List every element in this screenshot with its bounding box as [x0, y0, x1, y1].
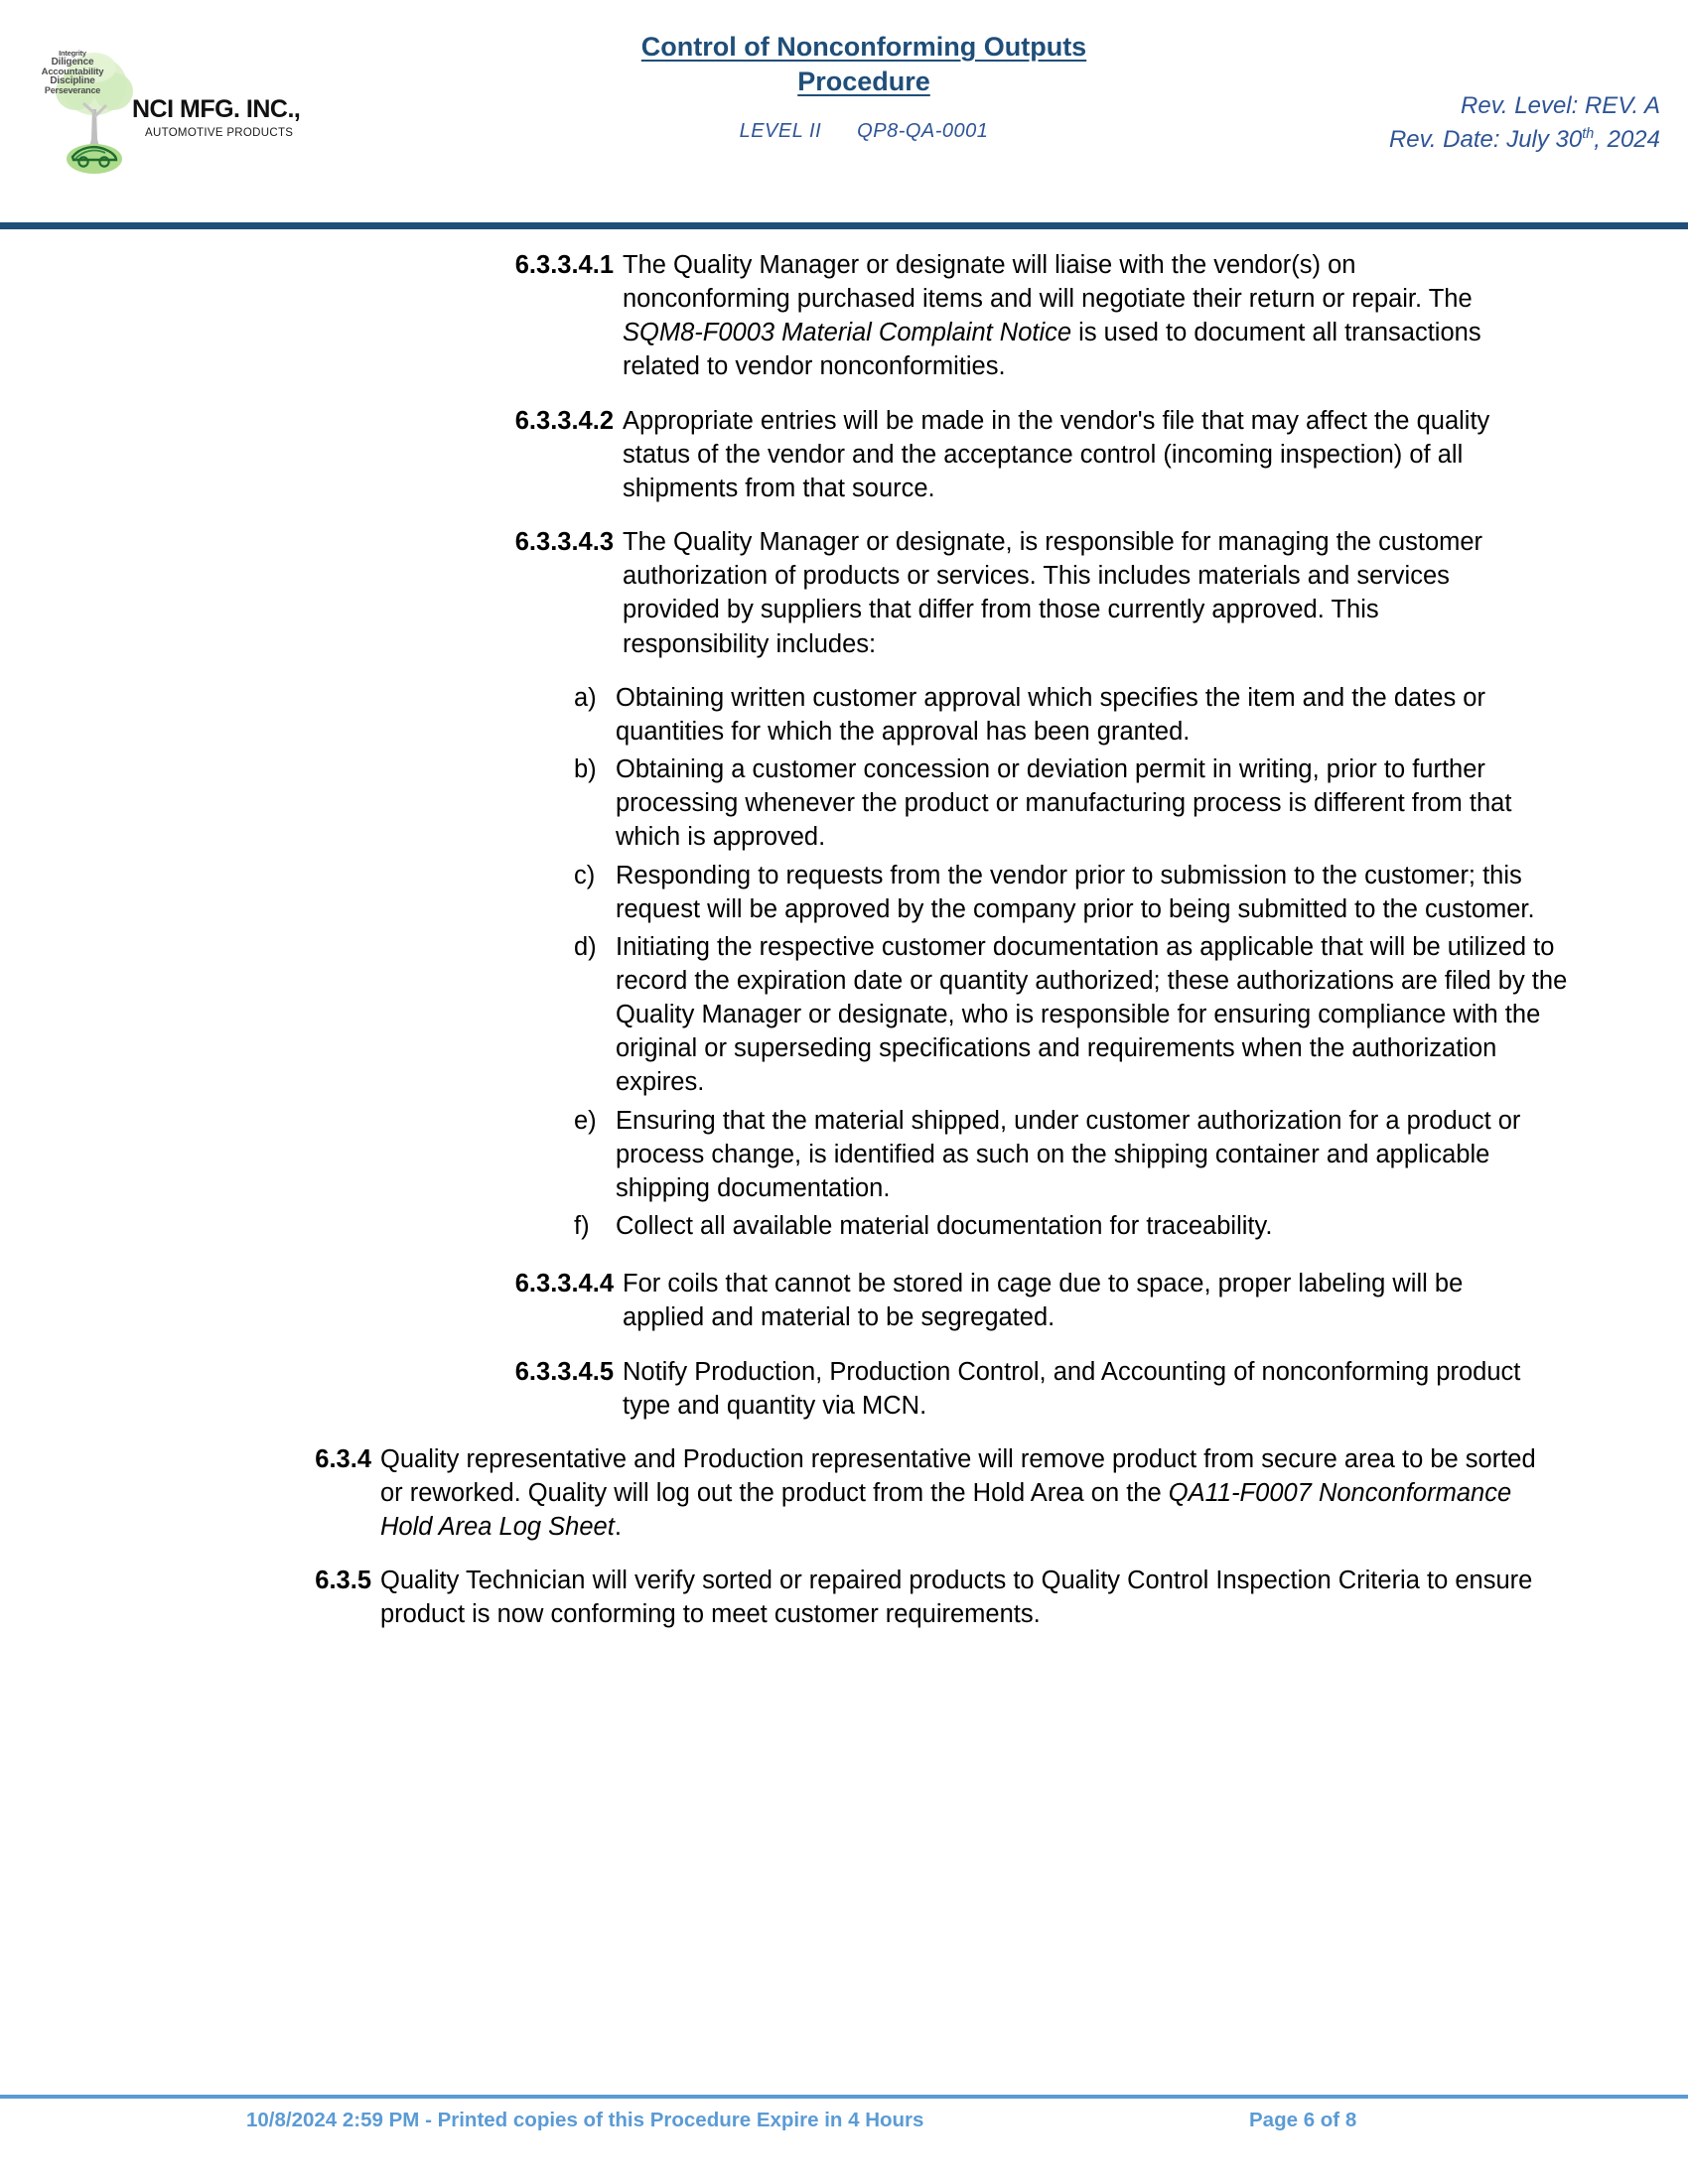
- company-logo: [28, 48, 326, 177]
- revision-block: [1389, 89, 1660, 157]
- clause-form-reference: QA11-F0007 Nonconformance Hold Area Log Sheet: [380, 1479, 1512, 1542]
- list-item-text: Responding to requests from the vendor prior to submission to the customer; this request will be approved by the company prior to being submitted to the customer.: [616, 861, 1535, 923]
- header-center-block: [427, 30, 1301, 143]
- list-item: [574, 1209, 1581, 1243]
- document-header: [0, 0, 1688, 226]
- clause-6-3-5: [0, 1564, 1688, 1631]
- list-item-text: Obtaining written customer approval which specifies the item and the dates or quantities for which the approval has been granted.: [616, 683, 1485, 746]
- clause-text: Appropriate entries will be made in the vendor's file that may affect the quality status of the vendor and the acceptance control (incoming inspection) of all shipments from that source.: [623, 406, 1490, 502]
- tree-logo-values: [28, 50, 117, 95]
- list-item: [574, 859, 1581, 926]
- clause-text-part-a: The Quality Manager or designate will liaise with the vendor(s) on nonconforming purchased items and will negotiate their return or repair. The: [623, 251, 1473, 314]
- document-meta: [427, 120, 1301, 143]
- logo-word-perseverance: Perseverance: [44, 85, 101, 95]
- clause-number: 6.3.3.4.5: [514, 1357, 614, 1386]
- list-item-text: Initiating the respective customer documentation as applicable that will be utilized to record the expiration date or quantity authorized; these authorizations are filed by the Quality Manager or designate, who is responsible for ensuring compliance with the original or superseding specifications and requirements when the authorization expires.: [616, 932, 1568, 1097]
- document-number: QP8-QA-0001: [857, 120, 989, 143]
- list-item-marker: d): [574, 932, 597, 961]
- footer-print-notice: 10/8/2024 2:59 PM - Printed copies of this Procedure Expire in 4 Hours: [246, 2109, 924, 2131]
- clause-text: Notify Production, Production Control, and Accounting of nonconforming product type and quantity via MCN.: [623, 1357, 1521, 1420]
- clause-number: 6.3.4: [315, 1444, 371, 1473]
- logo-word-accountability: Accountability: [41, 66, 104, 77]
- list-item: [574, 930, 1581, 1100]
- list-item: [574, 681, 1581, 749]
- document-footer: [0, 2109, 1688, 2158]
- list-item-marker: b): [574, 755, 597, 784]
- clause-number: 6.3.3.4.3: [514, 528, 614, 557]
- list-item: [574, 1104, 1581, 1205]
- company-name: NCI MFG. INC.,: [132, 95, 301, 123]
- revision-level: Rev. Level: REV. A: [1461, 92, 1660, 119]
- list-item-text: Obtaining a customer concession or deviation permit in writing, prior to further processing whenever the product or manufacturing process is different from that which is approved.: [616, 755, 1512, 852]
- footer-divider: [0, 2095, 1688, 2099]
- footer-page-number: Page 6 of 8: [1249, 2109, 1357, 2131]
- clause-text: The Quality Manager or designate, is responsible for managing the customer authorization of products or services. This includes materials and services provided by suppliers that differ from those currently approved. This responsibility includes:: [623, 528, 1483, 658]
- list-item: [574, 752, 1581, 854]
- clause-text: [623, 248, 1521, 384]
- clause-text-part-a: Quality representative and Production representative will remove product from secure area to be sorted or reworked. Quality will log out the product from the Hold Area on the: [380, 1444, 1536, 1507]
- clause-number: 6.3.3.4.4: [514, 1270, 614, 1298]
- clause-text: For coils that cannot be stored in cage due to space, proper labeling will be applied and material to be segregated.: [623, 1270, 1464, 1332]
- list-item-marker: c): [574, 861, 596, 889]
- clause-6-3-3-4-2: [0, 404, 1688, 505]
- clause-text-part-b: .: [614, 1513, 622, 1542]
- revision-date-suffix: , 2024: [1594, 126, 1660, 154]
- clause-text-part-b: is used to document all transactions related to vendor nonconformities.: [623, 319, 1481, 381]
- list-item-marker: a): [574, 683, 597, 712]
- clause-6-3-3-4-4: [0, 1267, 1688, 1334]
- clause-number: 6.3.3.4.2: [514, 406, 614, 435]
- document-title: [427, 30, 1301, 98]
- clause-form-reference: SQM8-F0003 Material Complaint Notice: [623, 319, 1072, 347]
- clause-6-3-4: [0, 1442, 1688, 1544]
- list-item-marker: f): [574, 1212, 590, 1241]
- logo-word-diligence: Diligence: [51, 56, 94, 68]
- list-item-text: Ensuring that the material shipped, under customer authorization for a product or process change, is identified as such on the shipping container and applicable shipping documentation.: [616, 1106, 1521, 1202]
- logo-word-discipline: Discipline: [50, 75, 95, 86]
- clause-number: 6.3.5: [315, 1567, 371, 1595]
- clause-6-3-3-4-3: [0, 525, 1688, 661]
- logo-word-integrity: Integrity: [59, 49, 86, 58]
- document-body: [0, 248, 1688, 1652]
- list-item-marker: e): [574, 1106, 597, 1135]
- clause-text: [380, 1442, 1541, 1544]
- document-title-line-1: Control of Nonconforming Outputs: [640, 32, 1087, 62]
- revision-date-prefix: Rev. Date: July 30: [1388, 126, 1583, 154]
- document-title-line-2: Procedure: [797, 66, 930, 96]
- revision-date: [1389, 123, 1660, 157]
- lettered-list: [0, 681, 1688, 1244]
- company-tagline: AUTOMOTIVE PRODUCTS: [145, 127, 294, 139]
- clause-6-3-3-4-1: [0, 248, 1688, 384]
- document-level: LEVEL II: [739, 120, 822, 143]
- clause-6-3-3-4-5: [0, 1355, 1688, 1423]
- revision-date-ordinal: th: [1582, 126, 1595, 143]
- header-divider: [0, 222, 1688, 229]
- clause-text: Quality Technician will verify sorted or repaired products to Quality Control Inspection Criteria to ensure product is now conforming to meet customer requirements.: [380, 1567, 1533, 1629]
- clause-number: 6.3.3.4.1: [514, 251, 614, 279]
- list-item-text: Collect all available material documentation for traceability.: [616, 1212, 1273, 1241]
